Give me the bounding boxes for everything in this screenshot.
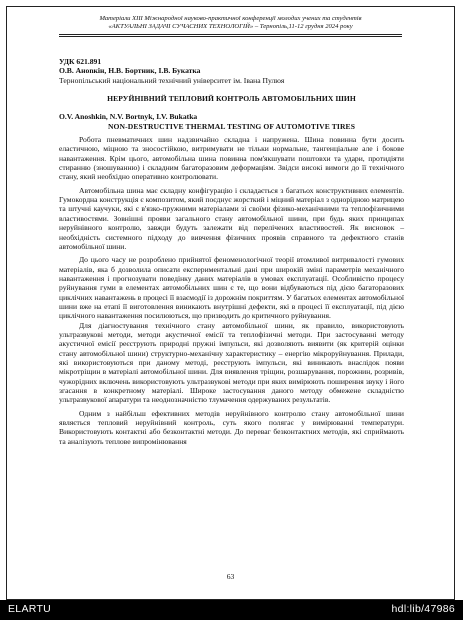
paragraph-4: Для діагностування технічного стану автомобільної шини, як правило, використовують ультразвукові методи, методи акустичної емісії та теплофізичні методи. При застосуванні методу акустичної емісії реєструють природні пружні імпульси, які дозволяють виявити (як критерій оцінки стану автомобільної шини) структурно-механічну характеристику – енергію мікроруйнування. Прилади, які використовуються при даному методі, реєструють імпульси, які виникають внаслідок появи мікротріщин в матеріалі автомобільної шини. Для виявлення тріщин, розшарування, порожнин, розривів, чужорідних включень використовують ультразвукові методи при яких вимірюють поширення звуку і його згасання в конкретному матеріалі. Широке застосування даного методу обмежене складністю ультразвукової апаратури та неоднозначністю тлумачення одержуваних результатів.: [59, 320, 404, 405]
conference-header-line-1: Матеріали XIII Міжнародної науково-практичної конференції молодих учених та студентів: [99, 15, 362, 22]
paper-page: [6, 6, 455, 600]
handle-link[interactable]: hdl:lib/47986: [391, 603, 455, 615]
paragraph-5: Одним з найбільш ефективних методів неруйнівного контролю стану автомобільної шини являється тепловий неруйнівний контроль, суть якого полягає у вимірюванні температури. Використовують контактні або безконтактні методи. До переваг безконтактних методів, які сприймають та аналізують теплове випромінювання: [59, 408, 404, 446]
conference-header: [59, 15, 402, 31]
title-english: NON-DESTRUCTIVE THERMAL TESTING OF AUTOMOTIVE TIRES: [107, 121, 356, 131]
article-body: [59, 57, 404, 446]
header-double-rule: [59, 34, 402, 37]
authors-ukrainian: О.В. Аноnкін, Н.В. Бортник, І.В. Букатка: [59, 66, 201, 76]
paragraph-3: До цього часу не розроблено прийнятої феноменологічної теорії втомливої витривалості гумових матеріалів, яка б дозволила описати експериментальні дані при широкій зміні параметрів механічного навантаження і прогнозувати поведінку даних матеріалів в умовах експлуатації. Особливістю процесу руйнування гуми в елементах автомобільних шин є те, що вони відбуваються під дією багаторазових циклічних навантажень в процесі її взаємодії із дорожнім покриттям. У багатьох елементах автомобільної шини вже на етапі її виготовлення виникають внутрішні дефекти, які в процесі її експлуатації, під дією циклічного навантаження посилюються, що призводить до критичного руйнування.: [59, 255, 404, 321]
title-ukrainian: НЕРУЙНІВНИЙ ТЕПЛОВИЙ КОНТРОЛЬ АВТОМОБІЛЬНИХ ШИН: [107, 94, 356, 104]
udk-code: УДК 621.891: [59, 57, 102, 66]
paragraph-1: Робота пневматичних шин надзвичайно складна і напружена. Шина повинна бути досить еластичною, міцною та зносостійкою, витримувати не тільки нормальне, тангенціальне але і бокове навантаження. Крім цього, автомобільна шина повинна пом'якшувати поштовхи та удари, протидіяти стиранню (зношуванню) і складним багаторазовим деформаціям. Звідси високі вимоги до її технічного стану, який необхідно оперативно контролювати.: [59, 135, 404, 182]
paragraph-2: Автомобільна шина має складну конфігурацію і складається з багатьох конструктивних елементів. Гумокордна конструкція є композитом, який поєднує жорсткий і міцний матеріал з однорідною матрицею та штучні каучуки, які є в'язко-пружними матеріалами зі своїми фізико-механічними та теплофізичними властивостями. Зовнішні прояви загального стану автомобільної шини, при будь яких принципах неруйнівного контролю, завжди будуть залежати від перелічених властивостей. Як висновок – необхідність системного підходу до вивчення фізичних проявів справного та дефектного станів автомобільної шини.: [59, 185, 404, 251]
repository-name[interactable]: ELARTU: [8, 603, 52, 615]
authors-english: O.V. Anoshkin, N.V. Bortnyk, I.V. Bukatka: [59, 112, 198, 122]
affiliation: Тернопільський національний технічний університет ім. Івана Пулюя: [59, 75, 285, 85]
conference-header-line-2: «АКТУАЛЬНІ ЗАДАЧІ СУЧАСНИХ ТЕХНОЛОГІЙ» – Тернопіль,11-12 грудня 2024 року: [108, 23, 353, 30]
page-number: 63: [226, 572, 235, 581]
